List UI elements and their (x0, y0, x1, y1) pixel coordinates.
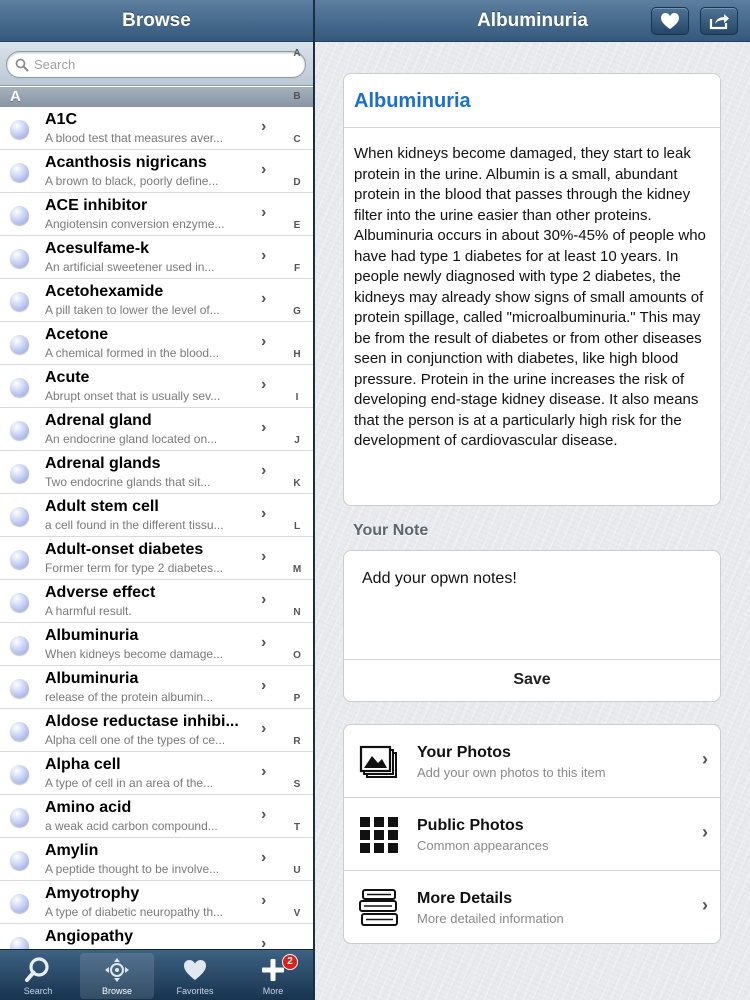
chevron-right-icon: › (261, 505, 267, 522)
list-item[interactable] (0, 709, 313, 752)
chevron-right-icon: › (702, 822, 708, 842)
index-letter[interactable]: S (293, 779, 301, 790)
list-item[interactable] (0, 838, 313, 881)
note-textarea[interactable]: Add your opwn notes! (344, 551, 720, 660)
list-item[interactable] (0, 795, 313, 838)
list-item[interactable] (0, 881, 313, 924)
favorite-button[interactable] (651, 7, 689, 35)
save-button[interactable]: Save (513, 671, 551, 688)
list-item-title: Acetone (45, 326, 109, 343)
index-letter[interactable]: M (292, 564, 302, 575)
bullet-icon (10, 163, 29, 182)
index-letter[interactable]: N (293, 607, 301, 618)
list-item[interactable] (0, 365, 313, 408)
chevron-right-icon: › (261, 720, 267, 737)
alphabet-index[interactable] (283, 48, 313, 948)
list-item[interactable] (0, 924, 313, 949)
bullet-icon (10, 636, 29, 655)
index-letter[interactable]: P (293, 693, 301, 704)
list-item-title: Acesulfame-k (45, 240, 150, 257)
option-subtitle: Common appearances (417, 838, 549, 853)
share-button[interactable] (700, 7, 738, 35)
list-item-title: Albuminuria (45, 670, 139, 687)
list-item-title: Amyotrophy (45, 885, 140, 902)
term-title: Albuminuria (344, 74, 720, 128)
list-item-title: Alpha cell (45, 756, 121, 773)
list-item-title: Albuminuria (45, 627, 139, 644)
list-item-title: Amylin (45, 842, 99, 859)
list-item-subtitle: A peptide thought to be involve... (45, 862, 220, 876)
index-letter[interactable]: C (293, 134, 301, 145)
list-item[interactable] (0, 236, 313, 279)
tab-browse[interactable] (80, 953, 154, 999)
bullet-icon (10, 249, 29, 268)
list-item-title: Acute (45, 369, 90, 386)
bullet-icon (10, 206, 29, 225)
list-item-subtitle: Angiotensin conversion enzyme... (45, 217, 225, 231)
list-item[interactable] (0, 623, 313, 666)
photos-icon (358, 741, 400, 783)
list-item-title: Aldose reductase inhibi... (45, 713, 239, 730)
index-letter[interactable]: F (293, 263, 301, 274)
chevron-right-icon: › (261, 591, 267, 608)
browse-panel (0, 0, 313, 1000)
bullet-icon (10, 851, 29, 870)
bullet-icon (10, 937, 29, 949)
books-icon (358, 887, 400, 929)
browse-nav-bar (0, 0, 313, 42)
list-item-subtitle: Abrupt onset that is usually sev... (45, 389, 221, 403)
bullet-icon (10, 421, 29, 440)
list-item[interactable] (0, 150, 313, 193)
list-item-title: Adult-onset diabetes (45, 541, 204, 558)
section-header: A (0, 87, 313, 107)
index-letter[interactable]: E (293, 220, 301, 231)
grid-icon (358, 814, 400, 856)
list-item-title: Adverse effect (45, 584, 156, 601)
option-title: Public Photos (417, 817, 524, 834)
chevron-right-icon: › (261, 462, 267, 479)
tab-favorites[interactable] (158, 953, 232, 999)
list-item-subtitle: a weak acid carbon compound... (45, 819, 218, 833)
list-item-title: Adult stem cell (45, 498, 159, 515)
list-item[interactable] (0, 451, 313, 494)
list-item-title: Acanthosis nigricans (45, 154, 207, 171)
heart-icon (660, 12, 680, 30)
search-icon (15, 58, 29, 72)
options-card (343, 724, 721, 944)
bullet-icon (10, 292, 29, 311)
chevron-right-icon: › (261, 333, 267, 350)
option-title: More Details (417, 890, 513, 907)
chevron-right-icon: › (261, 161, 267, 178)
chevron-right-icon: › (261, 118, 267, 135)
browse-icon (103, 956, 131, 984)
index-letter[interactable]: D (293, 177, 301, 188)
list-item-subtitle: When kidneys become damage... (45, 647, 224, 661)
list-item[interactable] (0, 322, 313, 365)
bullet-icon (10, 722, 29, 741)
search-input[interactable] (34, 57, 274, 72)
bullet-icon (10, 765, 29, 784)
chevron-right-icon: › (261, 634, 267, 651)
heart-icon (181, 956, 209, 984)
chevron-right-icon: › (261, 763, 267, 780)
your-photos-row[interactable] (344, 725, 720, 798)
tab-more[interactable] (236, 953, 310, 999)
note-card (343, 550, 721, 702)
list-item-subtitle: An artificial sweetener used in... (45, 260, 215, 274)
list-item-subtitle: Alpha cell one of the types of ce... (45, 733, 226, 747)
browse-title: Browse (122, 9, 191, 31)
index-letter[interactable]: A (293, 48, 301, 59)
tab-label: Search (23, 986, 53, 996)
list-item-title: Angiopathy (45, 928, 133, 945)
list-item-subtitle: a cell found in the different tissu... (45, 518, 224, 532)
bullet-icon (10, 120, 29, 139)
chevron-right-icon: › (702, 749, 708, 769)
chevron-right-icon: › (261, 548, 267, 565)
definition-card (343, 73, 721, 506)
list-item-title: Amino acid (45, 799, 132, 816)
chevron-right-icon: › (261, 419, 267, 436)
index-letter[interactable]: T (293, 822, 301, 833)
list-item[interactable] (0, 580, 313, 623)
search-field[interactable] (6, 51, 306, 78)
chevron-right-icon: › (261, 892, 267, 909)
index-letter[interactable]: G (293, 306, 301, 317)
list-item-title: A1C (45, 111, 78, 128)
list-item[interactable] (0, 408, 313, 451)
option-subtitle: Add your own photos to this item (417, 765, 606, 780)
search-bar (0, 42, 313, 86)
index-letter[interactable]: B (293, 91, 301, 102)
index-letter[interactable]: H (293, 349, 301, 360)
chevron-right-icon: › (261, 376, 267, 393)
list-item-subtitle: release of the protein albumin... (45, 690, 214, 704)
list-item-title: Adrenal gland (45, 412, 152, 429)
tab-bar (0, 949, 313, 1000)
index-letter[interactable]: U (293, 865, 301, 876)
index-letter[interactable]: V (293, 908, 301, 919)
chevron-right-icon: › (261, 935, 267, 949)
detail-nav-title: Albuminuria (477, 9, 588, 31)
detail-panel (315, 0, 750, 1000)
public-photos-row[interactable] (344, 798, 720, 871)
list-item[interactable] (0, 494, 313, 537)
bullet-icon (10, 808, 29, 827)
bullet-icon (10, 679, 29, 698)
term-list[interactable] (0, 107, 313, 949)
bullet-icon (10, 894, 29, 913)
list-item[interactable] (0, 279, 313, 322)
bullet-icon (10, 507, 29, 526)
index-letter[interactable]: O (293, 650, 301, 661)
search-icon (24, 956, 52, 984)
chevron-right-icon: › (261, 849, 267, 866)
detail-nav-bar (315, 0, 750, 42)
option-title: Your Photos (417, 744, 511, 761)
list-item-subtitle: A type of cell in an area of the... (45, 776, 214, 790)
chevron-right-icon: › (261, 806, 267, 823)
list-item[interactable] (0, 537, 313, 580)
index-letter[interactable]: R (293, 736, 301, 747)
tab-label: Browse (101, 986, 132, 996)
option-subtitle: More detailed information (417, 911, 564, 926)
list-item-subtitle: A pill taken to lower the level of... (45, 303, 220, 317)
notification-badge: 2 (282, 954, 298, 970)
list-item-subtitle: A brown to black, poorly define... (45, 174, 219, 188)
list-item-subtitle: A harmful result. (45, 604, 132, 618)
share-icon (708, 12, 730, 30)
chevron-right-icon: › (702, 895, 708, 915)
tab-search[interactable] (2, 953, 74, 999)
chevron-right-icon: › (261, 247, 267, 264)
list-item-subtitle: A type of diabetic neuropathy th... (45, 905, 224, 919)
tab-label: More (262, 986, 284, 996)
tab-label: Favorites (176, 986, 214, 996)
list-item-subtitle: A chemical formed in the blood... (45, 346, 220, 360)
list-item-title: Adrenal glands (45, 455, 161, 472)
index-letter[interactable]: K (293, 478, 301, 489)
bullet-icon (10, 378, 29, 397)
more-details-row[interactable] (344, 871, 720, 944)
note-label: Your Note (353, 522, 429, 539)
list-item-title: Acetohexamide (45, 283, 164, 300)
term-definition: When kidneys become damaged, they start to leak protein in the urine. Albumin is a small, abundant protein in the blood that passes through the kidney filter into the urine easier than other proteins. Albuminuria occurs in about 30%-45% of people who have had type 1 diabetes for at least 10 years. In people newly diagnosed with type 2 diabetes, the kidneys may already show signs of small amounts of protein spillage, called "microalbuminuria." This may be from the result of diabetes or from other diseases seen in conjunction with diabetes, like high blood pressure. Protein in the urine increases the risk of developing end-stage kidney disease. It also means that the person is at a particularly high risk for the development of cardiovascular disease. (354, 145, 706, 449)
list-item[interactable] (0, 107, 313, 150)
list-item-subtitle: A blood test that measures aver... (45, 131, 224, 145)
chevron-right-icon: › (261, 677, 267, 694)
chevron-right-icon: › (261, 290, 267, 307)
list-item[interactable] (0, 666, 313, 709)
bullet-icon (10, 593, 29, 612)
chevron-right-icon: › (261, 204, 267, 221)
index-letter[interactable]: I (295, 392, 299, 403)
index-letter[interactable]: J (294, 435, 300, 446)
list-item-subtitle: An endocrine gland located on... (45, 432, 218, 446)
list-item[interactable] (0, 193, 313, 236)
bullet-icon (10, 335, 29, 354)
index-letter[interactable]: L (293, 521, 301, 532)
list-item-title: ACE inhibitor (45, 197, 148, 214)
list-item-subtitle: Two endocrine glands that sit... (45, 475, 211, 489)
list-item-subtitle: Former term for type 2 diabetes... (45, 561, 224, 575)
list-item[interactable] (0, 752, 313, 795)
bullet-icon (10, 464, 29, 483)
bullet-icon (10, 550, 29, 569)
